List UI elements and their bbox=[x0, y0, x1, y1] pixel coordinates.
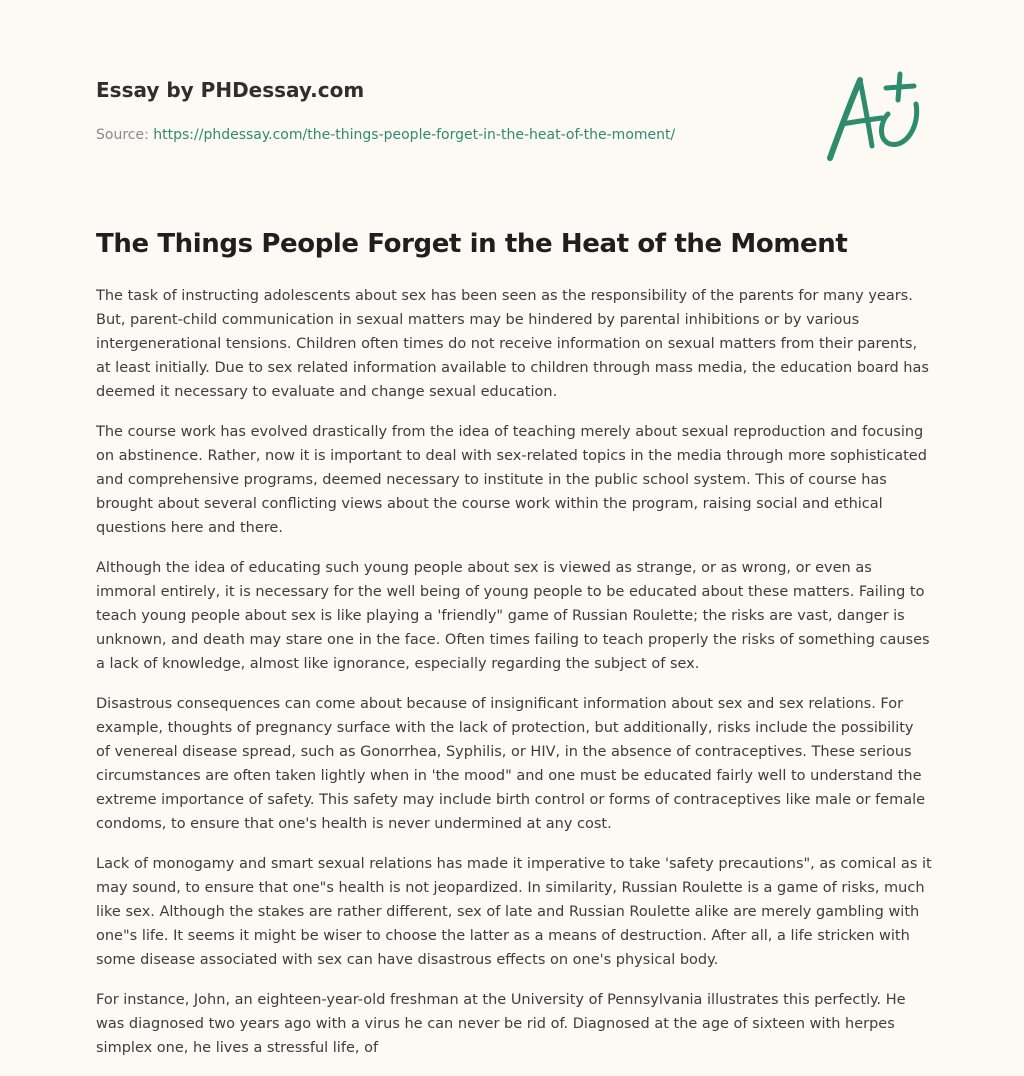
essay-title: The Things People Forget in the Heat of the Moment bbox=[96, 229, 848, 259]
source-link[interactable]: https://phdessay.com/the-things-people-forget-in-the-heat-of-the-moment/ bbox=[153, 127, 676, 143]
essay-paragraph-6: For instance, John, an eighteen-year-old freshman at the University of Pennsylvania illustrates this perfectly. He was diagnosed two years ago with a virus he can never be rid of. Diagnosed at the age of sixteen with herpes simplex one, he lives a stressful life, of bbox=[96, 992, 906, 1056]
site-header bbox=[96, 74, 796, 144]
source-label: Source: bbox=[96, 127, 149, 143]
essay-paragraph-4: Disastrous consequences can come about because of insignificant information about sex and sex relations. For example, thoughts of pregnancy surface with the lack of protection, but additionally, risks include the possibility of venereal disease spread, such as Gonorrhea, Syphilis, or HIV, in the absence of contraceptives. These serious circumstances are often taken lightly when in 'the mood" and one must be educated fairly well to understand the extreme importance of safety. This safety may include birth control or forms of contraceptives like male or female condoms, to ensure that one's health is never undermined at any cost. bbox=[96, 696, 926, 832]
essay-paragraph-2: The course work has evolved drastically from the idea of teaching merely about sexual reproduction and focusing on abstinence. Rather, now it is important to deal with sex-related topics in the media through more sophisticated and comprehensive programs, deemed necessary to institute in the public school system. This of course has brought about several conflicting views about the course work within the program, raising social and ethical questions here and there. bbox=[96, 424, 927, 536]
essay-body bbox=[96, 284, 932, 1076]
source-line bbox=[96, 126, 796, 144]
essay-paragraph-1: The task of instructing adolescents about sex has been seen as the responsibility of the parents for many years. But, parent-child communication in sexual matters may be hindered by parental inhibitions or by various intergenerational tensions. Children often times do not receive information on sexual matters from their parents, at least initially. Due to sex related information available to children through mass media, the education board has deemed it necessary to evaluate and change sexual education. bbox=[96, 288, 929, 400]
site-title: Essay by PHDessay.com bbox=[96, 78, 365, 102]
a-plus-logo-icon bbox=[820, 66, 930, 166]
essay-paragraph-5: Lack of monogamy and smart sexual relations has made it imperative to take 'safety precautions", as comical as it may sound, to ensure that one"s health is not jeopardized. In similarity, Russian Roulette is a game of risks, much like sex. Although the stakes are rather different, sex of late and Russian Roulette alike are merely gambling with one"s life. It seems it might be wiser to choose the latter as a means of destruction. After all, a life stricken with some disease associated with sex can have disastrous effects on one's physical body. bbox=[96, 856, 932, 968]
essay-paragraph-3: Although the idea of educating such young people about sex is viewed as strange, or as wrong, or even as immoral entirely, it is necessary for the well being of young people to be educated about these matters. Failing to teach young people about sex is like playing a 'friendly" game of Russian Roulette; the risks are vast, danger is unknown, and death may stare one in the face. Often times failing to teach properly the risks of something causes a lack of knowledge, almost like ignorance, especially regarding the subject of sex. bbox=[96, 560, 930, 672]
